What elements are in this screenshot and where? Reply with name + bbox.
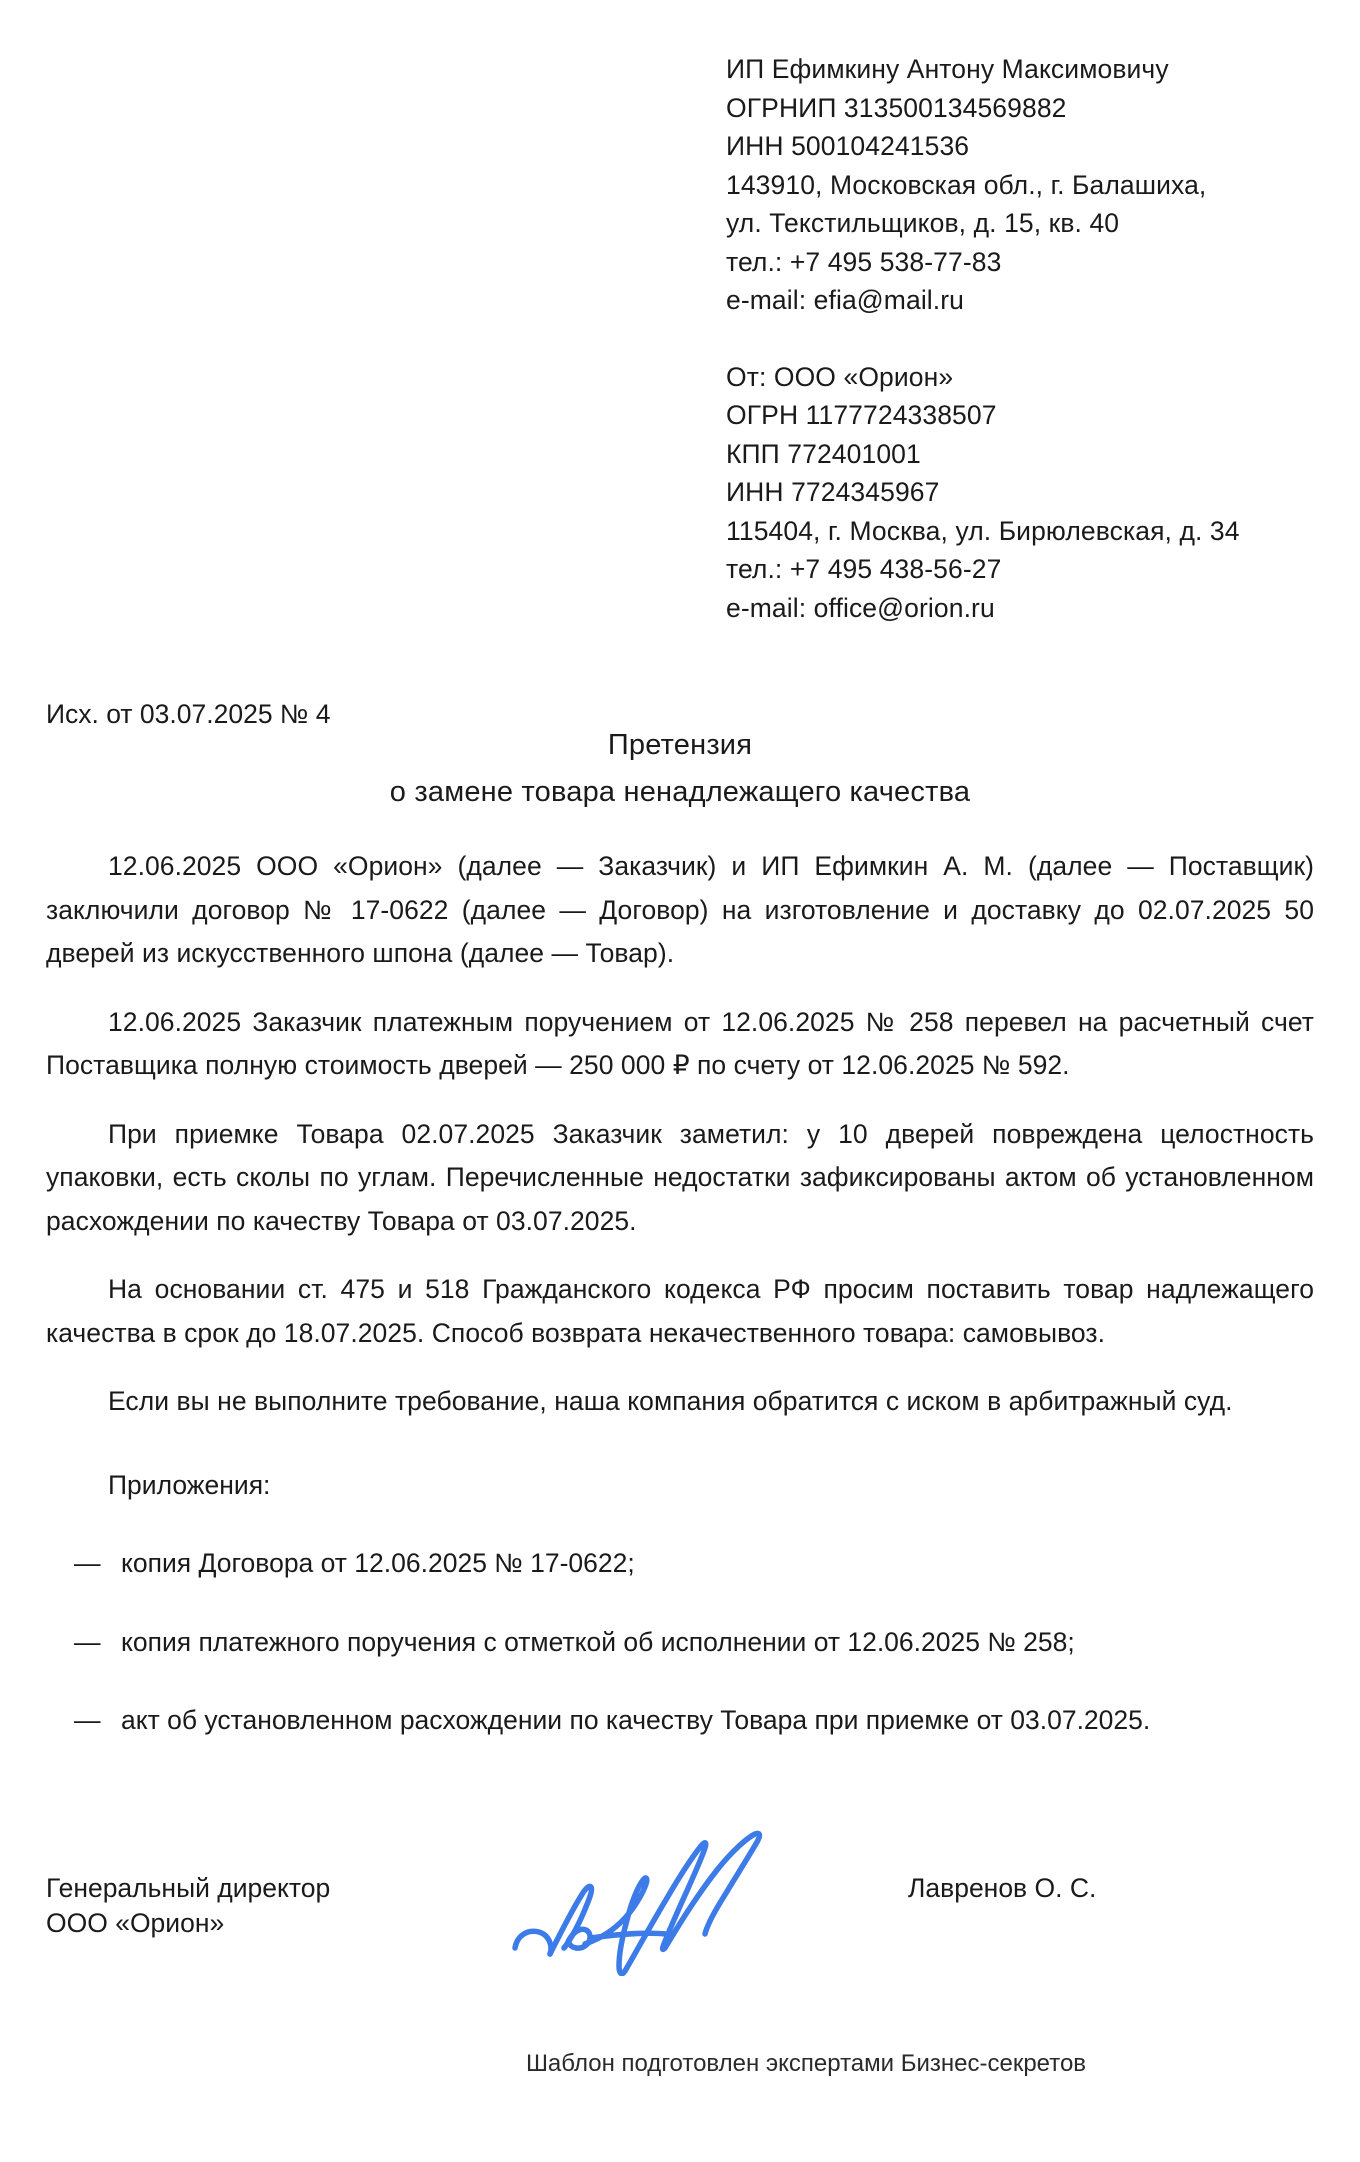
sender-block — [726, 358, 1326, 628]
document-body — [46, 845, 1314, 1743]
body-paragraph: Если вы не выполните требование, наша компания обратится с иском в арбитражный суд. — [108, 1386, 1233, 1416]
attachments-heading: Приложения: — [108, 1469, 271, 1500]
sender-line: КПП 772401001 — [726, 438, 921, 469]
sender-line: e-mail: office@orion.ru — [726, 592, 995, 623]
attachments-list — [46, 1542, 1314, 1743]
signatory-name: Лавренов О. С. — [908, 1873, 1097, 1903]
dash-bullet: — — [74, 1626, 101, 1657]
attachment-item — [46, 1621, 1314, 1665]
sender-line: ИНН 7724345967 — [726, 477, 940, 507]
signatory-position — [46, 1871, 330, 1941]
addressee-block — [726, 50, 1326, 320]
footer-note — [0, 2048, 1360, 2080]
outgoing-reference: Исх. от 03.07.2025 № 4 — [46, 699, 331, 729]
body-paragraph: 12.06.2025 ООО «Орион» (далее — Заказчик) и ИП Ефимкин А. М. (далее — Поставщик) заключили договор № 17-0622 (далее — Договор) на изготовление и доставку до 02.07.2025 50 дверей из искусственного шпона (далее — Товар). — [46, 851, 1314, 968]
page-title: Претензия — [607, 729, 753, 761]
addressee-line: ул. Текстильщиков, д. 15, кв. 40 — [726, 208, 1120, 238]
letter-header — [726, 50, 1326, 627]
addressee-line: ИП Ефимкину Антону Максимовичу — [726, 54, 1169, 84]
sender-line: ОГРН 1177724338507 — [726, 400, 997, 430]
addressee-line: тел.: +7 495 538-77-83 — [726, 246, 1002, 277]
attachment-item — [46, 1699, 1314, 1743]
body-paragraph: При приемке Товара 02.07.2025 Заказчик заметил: у 10 дверей повреждена целостность упаковки, есть сколы по углам. Перечисленные недостатки зафиксированы актом об установленном расхождении по качеству Товара от 03.07.2025. — [46, 1118, 1314, 1236]
addressee-line: ИНН 500104241536 — [726, 131, 970, 161]
attachment-item — [46, 1542, 1314, 1586]
dash-bullet: — — [74, 1705, 101, 1735]
page-subtitle: о замене товара ненадлежащего качества — [389, 776, 971, 808]
body-paragraph: На основании ст. 475 и 518 Гражданского кодекса РФ просим поставить товар надлежащего качества в срок до 18.07.2025. Способ возврата некачественного товара: самовывоз. — [46, 1274, 1314, 1348]
attachment-text: копия платежного поручения с отметкой об исполнении от 12.06.2025 № 258; — [121, 1626, 1075, 1657]
document-title-block — [0, 722, 1360, 816]
body-paragraph: 12.06.2025 Заказчик платежным поручением от 12.06.2025 № 258 перевел на расчетный счет Поставщика полную стоимость дверей — 250 000 ₽ по счету от 12.06.2025 № 592. — [46, 1006, 1314, 1080]
signature-block — [46, 1871, 1314, 1951]
signatory-position-line: ООО «Орион» — [46, 1908, 225, 1938]
dash-bullet: — — [74, 1548, 101, 1578]
sender-line: 115404, г. Москва, ул. Бирюлевская, д. 34 — [726, 515, 1240, 546]
footer-text: Шаблон подготовлен экспертами Бизнес-секретов — [525, 2050, 1087, 2077]
signatory-position-line: Генеральный директор — [46, 1873, 331, 1903]
addressee-line: ОГРНИП 313500134569882 — [726, 92, 1067, 123]
sender-line: От: ООО «Орион» — [726, 361, 954, 392]
attachment-text: копия Договора от 12.06.2025 № 17-0622; — [121, 1548, 635, 1578]
handwritten-signature-icon — [501, 1786, 801, 1976]
sender-line: тел.: +7 495 438-56-27 — [726, 554, 1002, 584]
addressee-line: e-mail: efia@mail.ru — [726, 285, 965, 315]
addressee-line: 143910, Московская обл., г. Балашиха, — [726, 169, 1207, 200]
attachment-text: акт об установленном расхождении по качеству Товара при приемке от 03.07.2025. — [121, 1705, 1151, 1735]
